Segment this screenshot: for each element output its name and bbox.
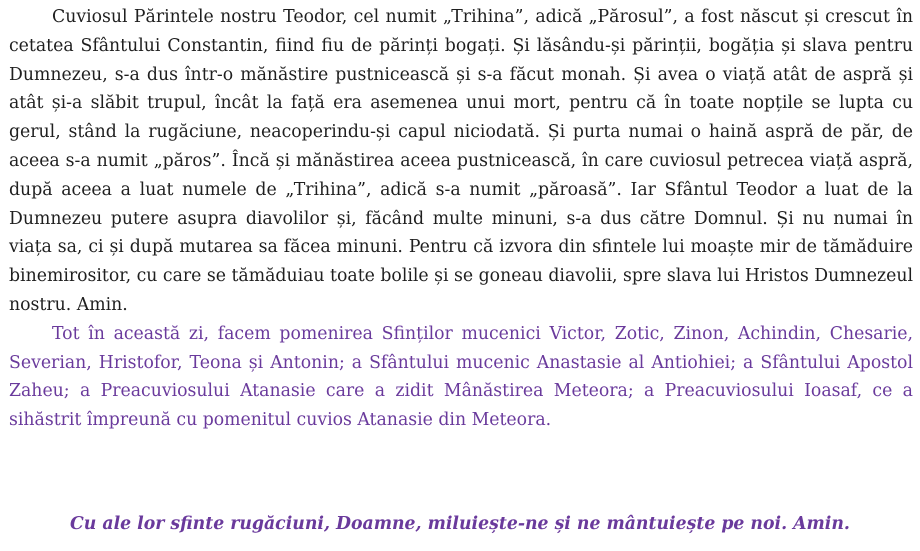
commemoration-paragraph: Tot în această zi, facem pomenirea Sfinților mucenici Victor, Zotic, Zinon, Achindin, Chesarie, Severian, Hristofor, Teona și Antonin; a Sfântului mucenic Anastasie al Antiohiei; a Sfântului Apostol Zaheu; a Preacuviosului Atanasie care a zidit Mânăstirea Meteora; a Preacuviosului Ioasaf, ce a sihăstrit împreună cu pomenitul cuvios Atanasie din Meteora. <box>9 323 913 431</box>
document-page <box>9 3 913 435</box>
closing-prayer: Cu ale lor sfinte rugăciuni, Doamne, miluiește-ne și ne mântuiește pe noi. Amin. <box>70 514 850 534</box>
main-paragraph: Cuviosul Părintele nostru Teodor, cel numit „Trihina”, adică „Părosul”, a fost născut și crescut în cetatea Sfântului Constantin, fiind fiu de părinți bogați. Și lăsându-și părinții, bogăția și slava pentru Dumnezeu, s-a dus într-o mănăstire pustnicească și s-a făcut monah. Și avea o viață atât de aspră și atât și-a slăbit trupul, încât la față era asemenea unui mort, pentru că în toate nopțile se lupta cu gerul, stând la rugăciune, neacoperindu-și capul niciodată. Și purta numai o haină aspră de păr, de aceea s-a numit „păros”. Încă și mănăstirea aceea pustnicească, în care cuviosul petrecea viață aspră, după aceea a luat numele de „Trihina”, adică s-a numit „păroasă”. Iar Sfântul Teodor a luat de la Dumnezeu putere asupra diavolilor și, făcând multe minuni, s-a dus către Domnul. Și nu numai în viața sa, ci și după mutarea sa făcea minuni. Pentru că izvora din sfintele lui moaște mir de tămăduire binemirositor, cu care se tămăduiau toate bolile și se goneau diavolii, spre slava lui Hristos Dumnezeul nostru. Amin. <box>9 7 913 315</box>
